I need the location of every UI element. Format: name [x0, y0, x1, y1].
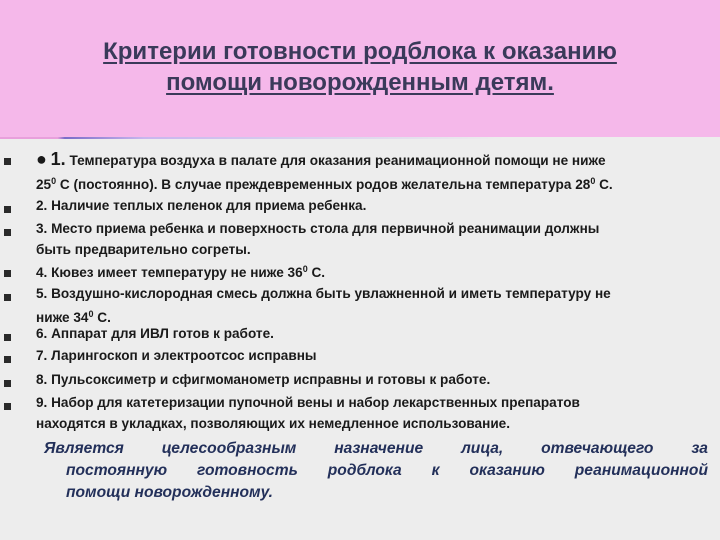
bullet-square-icon: [4, 270, 11, 277]
bullet-square-icon: [4, 356, 11, 363]
bullet-square-icon: [4, 229, 11, 236]
list-item: [36, 283, 708, 328]
round-bullet-icon: ●: [36, 149, 47, 169]
degree-mark: 0: [51, 176, 57, 186]
list-item: [36, 392, 708, 434]
list-item: 6. Аппарат для ИВЛ готов к работе.: [36, 326, 274, 341]
conclusion-line-1: Является целесообразным назначение лица, отвечающего за: [44, 440, 708, 457]
bullet-square-icon: [4, 403, 11, 410]
bullet-square-icon: [4, 380, 11, 387]
list-item: 7. Ларингоскоп и электроотсос исправны: [36, 348, 317, 363]
degree-mark: 0: [88, 309, 94, 319]
list-item: 8. Пульсоксиметр и сфигмоманометр исправны и готовы к работе.: [36, 372, 491, 387]
item-text: С.: [307, 265, 326, 280]
temperature-value: 25: [36, 177, 52, 192]
bullet-square-icon: [4, 206, 11, 213]
item-text: С.: [93, 310, 111, 325]
item-text: Температура воздуха в палате для оказания реанимационной помощи не ниже: [69, 153, 606, 168]
item-text: 4. Кювез имеет температуру не ниже 36: [36, 265, 303, 280]
item-text: быть предварительно согреты.: [36, 242, 251, 257]
item-text: ниже 34: [36, 310, 89, 325]
item-text: 3. Место приема ребенка и поверхность стола для первичной реанимации должны: [36, 221, 600, 236]
title-line-1: Критерии готовности родблока к оказанию: [103, 38, 617, 65]
list-item: [36, 259, 708, 283]
item-text: С (постоянно). В случае преждевременных родов желательна температура 28: [56, 177, 591, 192]
conclusion-line-3: помощи новорожденному.: [66, 484, 273, 501]
item-number: 1.: [50, 149, 66, 169]
list-item: 2. Наличие теплых пеленок для приема ребенка.: [36, 198, 367, 213]
list-item: [36, 218, 708, 260]
title-divider: [0, 137, 720, 139]
item-text: находятся в укладках, позволяющих их немедленное использование.: [36, 416, 511, 431]
bullet-square-icon: [4, 334, 11, 341]
bullet-square-icon: [4, 294, 11, 301]
item-text: С.: [595, 177, 613, 192]
list-item: [36, 149, 708, 195]
item-text: 9. Набор для катетеризации пупочной вены и набор лекарственных препаратов: [36, 395, 580, 410]
conclusion-text: [44, 438, 708, 504]
bullet-square-icon: [4, 158, 11, 165]
degree-mark: 0: [302, 264, 308, 274]
degree-mark: 0: [590, 176, 596, 186]
slide-title: [40, 36, 680, 98]
title-line-2: помощи новорожденным детям.: [166, 69, 554, 96]
conclusion-line-2: постоянную готовность родблока к оказанию реанимационной: [66, 462, 708, 479]
item-text: 5. Воздушно-кислородная смесь должна быть увлажненной и иметь температуру не: [36, 286, 611, 301]
